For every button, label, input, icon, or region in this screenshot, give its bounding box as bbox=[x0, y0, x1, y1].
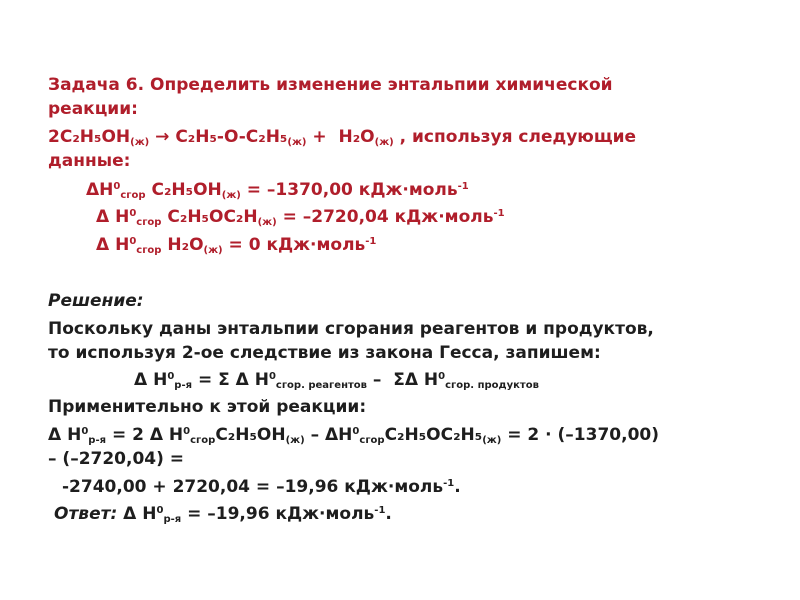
calc-state-1: (ж) bbox=[285, 435, 305, 446]
item-formula: C₂H₅OC₂H bbox=[167, 207, 258, 227]
calc-sub-2: сгор bbox=[359, 435, 385, 446]
answer-sup: 0 bbox=[156, 505, 164, 516]
task-title-line bbox=[48, 74, 613, 96]
hess-sup-1: 0 bbox=[268, 371, 276, 382]
hess-minus: – bbox=[372, 370, 382, 390]
unit-exponent: -1 bbox=[457, 181, 469, 192]
reaction-coef: 2 bbox=[48, 127, 60, 147]
solution-text-1: Поскольку даны энтальпии сгорания реагентов и продуктов, bbox=[48, 319, 654, 339]
calc-line-2 bbox=[48, 448, 184, 470]
reaction-tail: , используя следующие bbox=[399, 127, 637, 147]
reaction-arrow: → bbox=[155, 127, 170, 147]
item-formula: H₂O bbox=[167, 235, 204, 255]
calc-result: -2740,00 + 2720,04 = –19,96 кДж·моль bbox=[62, 477, 444, 497]
calc-text-2: – (–2720,04) = bbox=[48, 449, 185, 469]
calc-sup-1: 0 bbox=[183, 426, 191, 437]
task-text-2: реакции: bbox=[48, 99, 138, 119]
apply-line bbox=[48, 396, 366, 418]
delta-h-symbol: Δ H bbox=[96, 207, 130, 227]
product-2-state: (ж) bbox=[374, 137, 394, 148]
delta-h-symbol: Δ H bbox=[96, 235, 130, 255]
delta-h-symbol: ΔH bbox=[86, 180, 114, 200]
hess-lhs: Δ H bbox=[134, 370, 168, 390]
data-item-2 bbox=[96, 206, 505, 228]
answer-exp: -1 bbox=[374, 505, 386, 516]
product-2: H₂O bbox=[338, 127, 375, 147]
calc-formula-1: C₂H₅OH bbox=[215, 425, 286, 445]
calc-result-end: . bbox=[454, 477, 461, 497]
task-text-1: Определить изменение энтальпии химической bbox=[150, 75, 613, 95]
data-item-1 bbox=[86, 179, 469, 201]
standard-sup: 0 bbox=[129, 208, 137, 219]
calc-result-exp: -1 bbox=[443, 478, 455, 489]
calc-lhs-sub: р-я bbox=[88, 435, 107, 446]
reaction-equation bbox=[48, 126, 636, 148]
calc-line-3 bbox=[62, 476, 461, 498]
reactant: C₂H₅OH bbox=[59, 127, 131, 147]
answer-label: Ответ: bbox=[54, 504, 118, 524]
answer-line bbox=[54, 503, 392, 525]
reactant-state: (ж) bbox=[130, 137, 150, 148]
standard-sup: 0 bbox=[129, 236, 137, 247]
calc-part-3: = 2 · (–1370,00) bbox=[507, 425, 660, 445]
hess-equation bbox=[134, 369, 539, 391]
hess-sup-2: 0 bbox=[438, 371, 446, 382]
calc-lhs: Δ H bbox=[48, 425, 82, 445]
answer-value: = –19,96 кДж·моль bbox=[187, 504, 375, 524]
combustion-sub: сгор bbox=[136, 245, 162, 256]
unit-exponent: -1 bbox=[365, 236, 377, 247]
answer-end: . bbox=[385, 504, 392, 524]
calc-lhs-sup: 0 bbox=[81, 426, 89, 437]
item-state: (ж) bbox=[203, 245, 223, 256]
answer-lhs: Δ H bbox=[123, 504, 157, 524]
solution-heading-line bbox=[48, 290, 144, 312]
calc-part-2: – ΔH bbox=[310, 425, 353, 445]
data-label-line bbox=[48, 150, 130, 172]
item-state: (ж) bbox=[221, 190, 241, 201]
item-formula: C₂H₅OH bbox=[151, 180, 222, 200]
item-value: = –2720,04 кДж·моль bbox=[282, 207, 494, 227]
item-state: (ж) bbox=[257, 217, 277, 228]
solution-text-2: то используя 2-ое следствие из закона Гесса, запишем: bbox=[48, 343, 601, 363]
hess-sum-reagents: = Σ Δ H bbox=[197, 370, 269, 390]
hess-lhs-sup: 0 bbox=[167, 371, 175, 382]
combustion-sub: сгор bbox=[136, 217, 162, 228]
item-value: = 0 кДж·моль bbox=[228, 235, 366, 255]
data-label: данные: bbox=[48, 151, 131, 171]
combustion-sub: сгор bbox=[120, 190, 146, 201]
hess-sum-products: ΣΔ H bbox=[393, 370, 439, 390]
item-value: = –1370,00 кДж·моль bbox=[246, 180, 458, 200]
calc-state-2: (ж) bbox=[482, 435, 502, 446]
solution-heading: Решение: bbox=[48, 291, 144, 311]
apply-text: Применительно к этой реакции: bbox=[48, 397, 367, 417]
answer-sub: р-я bbox=[163, 514, 182, 525]
calc-line-1 bbox=[48, 424, 659, 446]
calc-sup-2: 0 bbox=[352, 426, 360, 437]
task-text-line-2 bbox=[48, 98, 138, 120]
product-1: C₂H₅-O-C₂H₅ bbox=[175, 127, 288, 147]
calc-part-1: = 2 Δ H bbox=[111, 425, 184, 445]
solution-para-2 bbox=[48, 342, 601, 364]
calc-formula-2: C₂H₅OC₂H₅ bbox=[384, 425, 483, 445]
data-item-3 bbox=[96, 234, 376, 256]
task-title: Задача 6. bbox=[48, 75, 145, 95]
hess-sub-products: сгор. продуктов bbox=[445, 380, 539, 391]
reaction-plus: + bbox=[312, 127, 327, 147]
hess-sub-reagents: сгор. реагентов bbox=[275, 380, 367, 391]
product-1-state: (ж) bbox=[287, 137, 307, 148]
calc-sub-1: сгор bbox=[190, 435, 216, 446]
standard-sup: 0 bbox=[113, 181, 121, 192]
solution-para-1 bbox=[48, 318, 654, 340]
hess-lhs-sub: р-я bbox=[174, 380, 193, 391]
unit-exponent: -1 bbox=[493, 208, 505, 219]
